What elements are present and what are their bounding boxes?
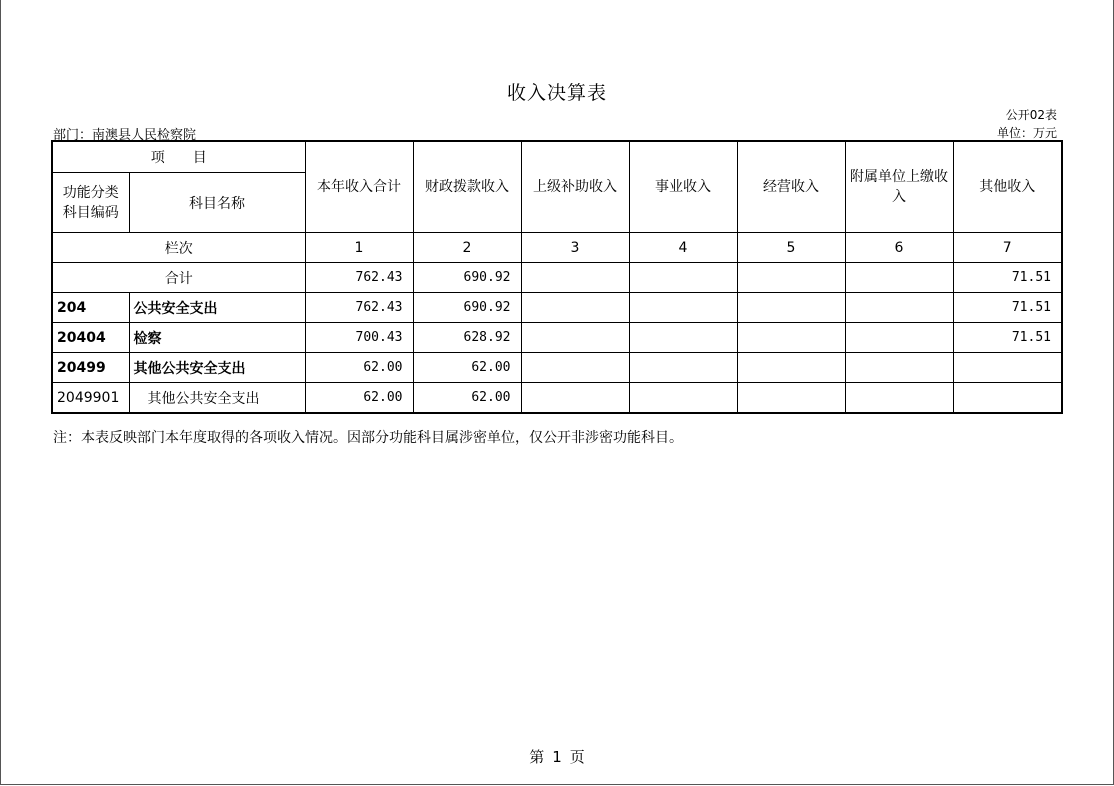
header-col-3: 上级补助收入	[521, 141, 629, 233]
column-index-3: 3	[521, 233, 629, 263]
amount-cell	[737, 383, 845, 414]
column-index-2: 2	[413, 233, 521, 263]
report-title: 收入决算表	[506, 82, 607, 104]
amount-cell	[737, 353, 845, 383]
amount-cell	[737, 323, 845, 353]
header-col-7: 其他收入	[953, 141, 1062, 233]
column-index-4: 4	[629, 233, 737, 263]
amount-cell: 628.92	[413, 323, 521, 353]
unit-label: 单位：万元	[996, 126, 1057, 140]
column-index-7: 7	[953, 233, 1062, 263]
amount-cell	[521, 293, 629, 323]
amount-cell: 690.92	[413, 293, 521, 323]
amount-cell: 62.00	[413, 353, 521, 383]
total-value	[845, 263, 953, 293]
subject-code: 2049901	[52, 383, 129, 414]
amount-cell	[953, 383, 1062, 414]
header-col-2: 财政拨款收入	[413, 141, 521, 233]
amount-cell	[521, 353, 629, 383]
header-col-4: 事业收入	[629, 141, 737, 233]
amount-cell: 762.43	[305, 293, 413, 323]
department-label: 部门：南澳县人民检察院	[53, 128, 197, 143]
header-item: 项 目	[52, 141, 305, 173]
amount-cell	[521, 383, 629, 414]
amount-cell	[629, 383, 737, 414]
header-code: 功能分类科目编码	[52, 173, 129, 233]
total-value: 690.92	[413, 263, 521, 293]
amount-cell: 62.00	[305, 383, 413, 414]
footer-suffix: 页	[569, 748, 585, 766]
total-value: 71.51	[953, 263, 1062, 293]
column-index-row	[52, 233, 1062, 263]
table-row	[52, 353, 1062, 383]
total-value	[629, 263, 737, 293]
table-row	[52, 323, 1062, 353]
amount-cell	[629, 293, 737, 323]
amount-cell	[845, 323, 953, 353]
total-label: 合计	[52, 263, 305, 293]
amount-cell: 62.00	[413, 383, 521, 414]
page-number: 1	[552, 748, 562, 766]
amount-cell: 71.51	[953, 293, 1062, 323]
form-code: 公开02表	[1005, 108, 1057, 122]
amount-cell	[629, 323, 737, 353]
subject-code: 20499	[52, 353, 129, 383]
total-value	[737, 263, 845, 293]
amount-cell: 62.00	[305, 353, 413, 383]
column-index-6: 6	[845, 233, 953, 263]
column-index-label: 栏次	[52, 233, 305, 263]
column-index-1: 1	[305, 233, 413, 263]
subject-code: 204	[52, 293, 129, 323]
page-footer	[0, 746, 1114, 767]
table-row	[52, 293, 1062, 323]
amount-cell	[953, 353, 1062, 383]
header-name: 科目名称	[129, 173, 305, 233]
amount-cell: 700.43	[305, 323, 413, 353]
footer-prefix: 第	[529, 748, 545, 766]
header-col-6: 附属单位上缴收入	[845, 141, 953, 233]
subject-name: 检察	[129, 323, 305, 353]
total-row	[52, 263, 1062, 293]
column-index-5: 5	[737, 233, 845, 263]
subject-code: 20404	[52, 323, 129, 353]
amount-cell: 71.51	[953, 323, 1062, 353]
subject-name: 其他公共安全支出	[129, 353, 305, 383]
income-table	[51, 140, 1063, 414]
total-value: 762.43	[305, 263, 413, 293]
amount-cell	[845, 353, 953, 383]
header-col-1: 本年收入合计	[305, 141, 413, 233]
subject-name: 公共安全支出	[129, 293, 305, 323]
amount-cell	[521, 323, 629, 353]
table-row	[52, 383, 1062, 414]
amount-cell	[737, 293, 845, 323]
footnote: 注：本表反映部门本年度取得的各项收入情况。因部分功能科目属涉密单位，仅公开非涉密功能科目。	[53, 430, 683, 446]
amount-cell	[845, 383, 953, 414]
header-col-5: 经营收入	[737, 141, 845, 233]
amount-cell	[629, 353, 737, 383]
amount-cell	[845, 293, 953, 323]
subject-name: 其他公共安全支出	[129, 383, 305, 414]
header-row-1	[52, 141, 1062, 173]
total-value	[521, 263, 629, 293]
